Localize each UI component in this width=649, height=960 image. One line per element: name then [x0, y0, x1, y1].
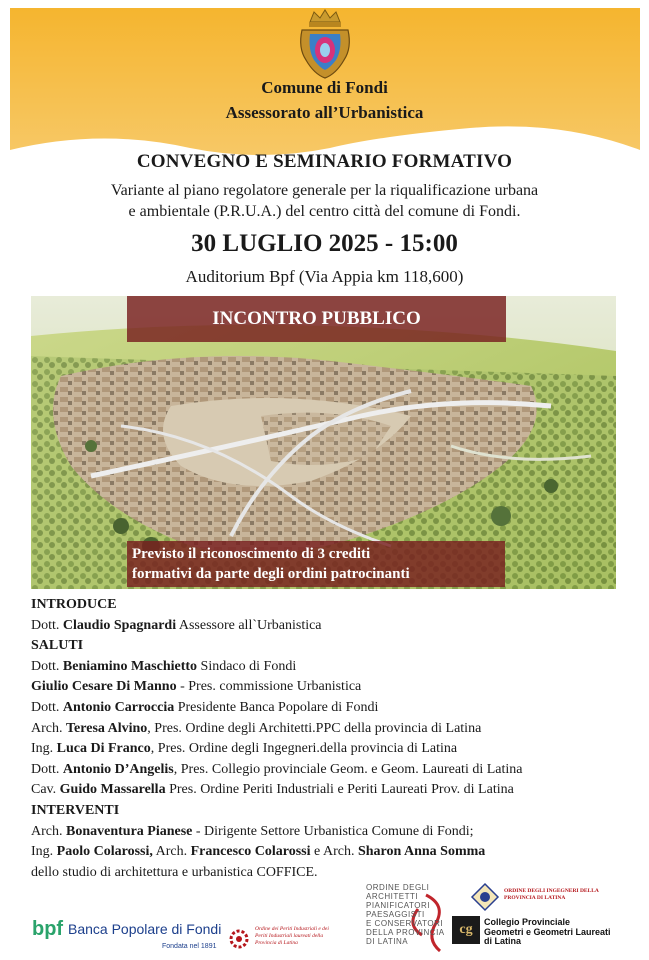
program-item: [31, 616, 631, 637]
credits-banner: [127, 541, 505, 587]
geometri-line: Collegio Provinciale: [484, 917, 571, 927]
coat-of-arms-icon: [296, 8, 354, 80]
bank-logo: [32, 918, 222, 954]
ingegneri-emblem-icon: [470, 882, 500, 912]
event-title: CONVEGNO E SEMINARIO FORMATIVO: [136, 151, 513, 172]
program-item: [31, 657, 631, 678]
bank-name: Banca Popolare di Fondi: [68, 921, 222, 937]
sponsor-logos: [0, 880, 649, 960]
speaker-name: Luca Di Franco: [56, 741, 151, 757]
speaker-name: Antonio D’Angelis: [62, 761, 174, 777]
speaker-role: Assessore all`Urbanistica: [178, 617, 322, 633]
department-name: Assessorato all’Urbanistica: [225, 103, 424, 122]
architects-line: ARCHITETTI: [366, 892, 419, 901]
periti-text: Ordine dei Periti Industriali e dei Periti Industriali laureati della Provincia di Latina: [255, 926, 329, 946]
conjunction: e: [314, 844, 321, 860]
speaker-title: Ing.: [31, 741, 54, 757]
program-item: [31, 760, 631, 781]
speaker-title: Cav.: [31, 782, 57, 798]
geometri-line: Geometri e Geometri Laureati: [484, 926, 611, 937]
periti-gear-icon: [228, 928, 250, 950]
speaker-title: Dott.: [31, 617, 60, 633]
architects-line: PIANIFICATORI: [366, 901, 430, 910]
speaker-role: , Pres. Ordine degli Ingegneri.della provincia di Latina: [150, 741, 458, 757]
program-item: [31, 780, 631, 801]
architects-line: DI LATINA: [366, 937, 409, 946]
engineers-text: ORDINE DEGLI INGEGNERI DELLA PROVINCIA DI LATINA: [504, 888, 599, 901]
geometri-logo: [452, 916, 612, 946]
credits-line-2: formativi da parte degli ordini patrocinanti: [132, 566, 410, 582]
architects-line: PAESAGGISTI: [366, 910, 425, 919]
program-item: [31, 822, 631, 843]
municipality-name: Comune di Fondi: [261, 78, 388, 97]
speaker-name: Francesco Colarossi: [190, 844, 311, 860]
periti-logo: [228, 924, 338, 958]
architects-text: [366, 883, 445, 946]
architects-logo: [366, 883, 458, 957]
speaker-name: Sharon Anna Somma: [357, 844, 486, 860]
speaker-role: - Pres. commissione Urbanistica: [180, 679, 362, 695]
architects-line: E CONSERVATORI: [366, 919, 444, 928]
architects-line: DELLA PROVINCIA: [366, 928, 445, 937]
section-interventi: INTERVENTI: [31, 802, 120, 818]
section-saluti: SALUTI: [31, 638, 84, 654]
speaker-title: Dott.: [31, 761, 60, 777]
speaker-title: Arch.: [31, 823, 63, 839]
speaker-role: Sindaco di Fondi: [200, 658, 297, 674]
program-item: [31, 698, 631, 719]
geometri-text: [484, 918, 611, 947]
bank-founded: Fondata nel 1891: [162, 943, 217, 950]
speaker-title: Ing.: [31, 844, 54, 860]
event-venue: Auditorium Bpf (Via Appia km 118,600): [185, 267, 464, 286]
section-introduce: INTRODUCE: [31, 597, 117, 612]
event-subtitle: [30, 180, 619, 222]
speaker-title: Arch.: [322, 844, 355, 860]
public-meeting-banner: INCONTRO PUBBLICO: [127, 296, 506, 342]
program-item: [31, 739, 631, 760]
event-date: 30 LUGLIO 2025 - 15:00: [191, 230, 458, 257]
speaker-name: Giulio Cesare Di Manno: [31, 679, 177, 695]
program-list: [31, 595, 631, 883]
speaker-role: , Pres. Ordine degli Architetti.PPC della provincia di Latina: [147, 720, 482, 736]
speaker-name: Beniamino Maschietto: [62, 658, 198, 674]
speaker-name: Paolo Colarossi,: [56, 844, 153, 860]
speaker-name: Claudio Spagnardi: [62, 617, 177, 633]
subtitle-line-1: Variante al piano regolatore generale per la riqualificazione urbana: [110, 182, 539, 199]
speaker-name: Guido Massarella: [59, 782, 166, 798]
geometri-mark: cg: [452, 916, 480, 944]
speaker-name: Antonio Carroccia: [62, 699, 175, 715]
speaker-role: Pres. Ordine Periti Industriali e Periti Laureati Prov. di Latina: [169, 782, 514, 798]
engineers-logo: [470, 882, 600, 912]
program-item: dello studio di architettura e urbanistica COFFICE.: [31, 864, 318, 880]
bank-mark: bpf: [32, 918, 64, 940]
speaker-role: , Pres. Collegio provinciale Geom. e Geom. Laureati di Latina: [173, 761, 523, 777]
speaker-name: Teresa Alvino: [66, 720, 148, 736]
speaker-role: - Dirigente Settore Urbanistica Comune di Fondi;: [195, 823, 474, 839]
program-item: [31, 677, 631, 698]
subtitle-line-2: e ambientale (P.R.U.A.) del centro città del comune di Fondi.: [128, 203, 521, 220]
speaker-title: Dott.: [31, 658, 60, 674]
program-item: [31, 719, 631, 740]
speaker-title: Arch.: [31, 720, 63, 736]
program-item: [31, 842, 631, 863]
speaker-title: Arch.: [155, 844, 188, 860]
credits-line-1: Previsto il riconoscimento di 3 crediti: [132, 546, 371, 562]
architects-line: ORDINE DEGLI: [366, 883, 430, 892]
geometri-line: di Latina: [484, 936, 522, 946]
speaker-role: Presidente Banca Popolare di Fondi: [177, 699, 379, 715]
speaker-title: Dott.: [31, 699, 60, 715]
speaker-name: Bonaventura Pianese: [66, 823, 193, 839]
